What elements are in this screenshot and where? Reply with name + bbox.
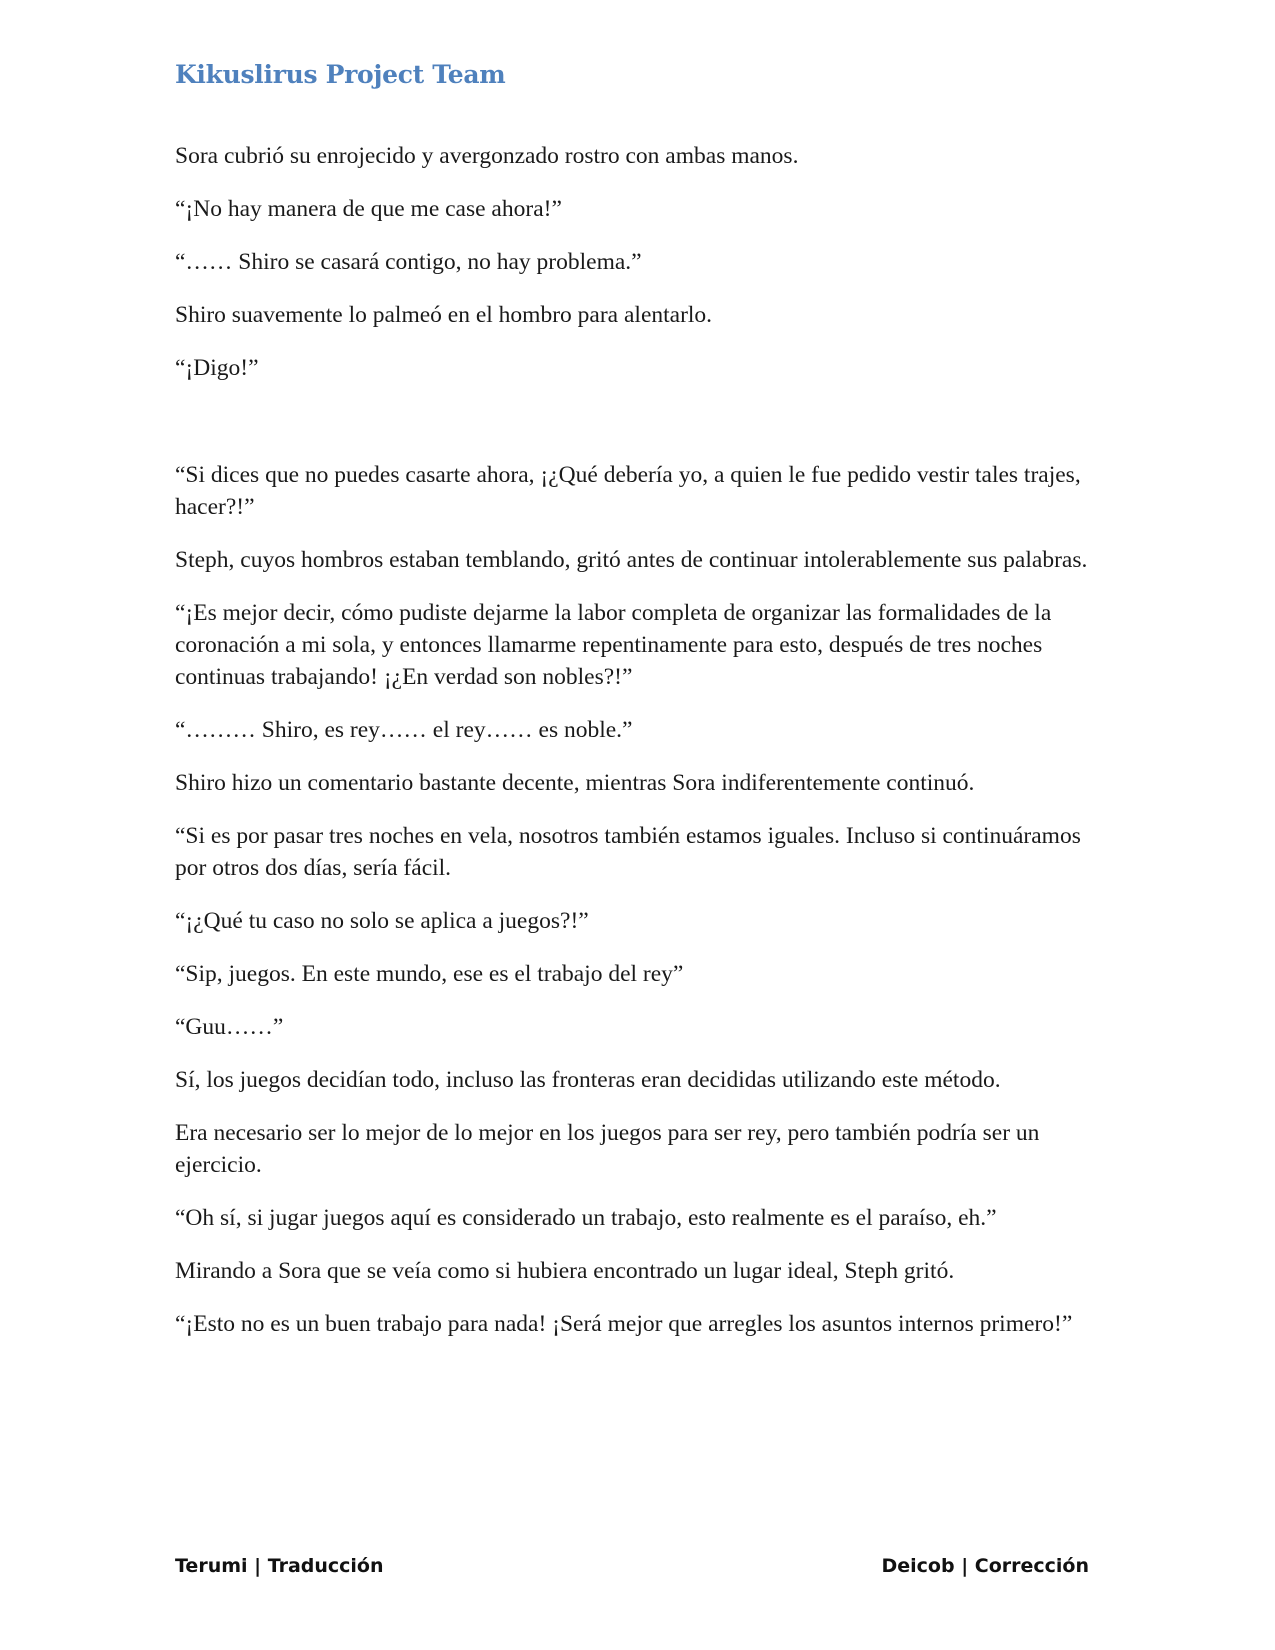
paragraph: Shiro suavemente lo palmeó en el hombro para alentarlo. [175,302,713,328]
paragraph: “Si es por pasar tres noches en vela, nosotros también estamos iguales. Incluso si continuáramos por otros dos días, sería fácil. [175,823,1081,881]
document-body [175,140,1095,1361]
paragraph: “…… Shiro se casará contigo, no hay problema.” [175,249,642,275]
paragraph: Mirando a Sora que se veía como si hubiera encontrado un lugar ideal, Steph gritó. [175,1258,955,1284]
paragraph: Sora cubrió su enrojecido y avergonzado rostro con ambas manos. [175,143,799,169]
paragraph: “Si dices que no puedes casarte ahora, ¡¿Qué debería yo, a quien le fue pedido vestir tales trajes, hacer?!” [175,462,1081,520]
footer-translator-credit: Terumi | Traducción [175,1555,384,1577]
blank-gap [175,405,1095,459]
paragraph: “¡Es mejor decir, cómo pudiste dejarme la labor completa de organizar las formalidades de la coronación a mi sola, y entonces llamarme repentinamente para esto, después de tres noches continuas trabajando! ¡¿En verdad son nobles?!” [175,600,1052,690]
paragraph: “Sip, juegos. En este mundo, ese es el trabajo del rey” [175,961,684,987]
paragraph: Shiro hizo un comentario bastante decente, mientras Sora indiferentemente continuó. [175,770,975,796]
paragraph: Steph, cuyos hombros estaban temblando, gritó antes de continuar intolerablemente sus palabras. [175,547,1088,573]
page-header-title: Kikuslirus Project Team [175,60,506,89]
paragraph: “¡¿Qué tu caso no solo se aplica a juegos?!” [175,908,589,934]
paragraph: Sí, los juegos decidían todo, incluso las fronteras eran decididas utilizando este método. [175,1067,1001,1093]
footer-proofreader-credit: Deicob | Corrección [881,1555,1089,1577]
paragraph: “¡Esto no es un buen trabajo para nada! ¡Será mejor que arregles los asuntos internos primero!” [175,1311,1073,1337]
paragraph: Era necesario ser lo mejor de lo mejor en los juegos para ser rey, pero también podría ser un ejercicio. [175,1120,1040,1178]
paragraph: “Guu……” [175,1014,284,1040]
paragraph: “¡Digo!” [175,355,259,381]
paragraph: “Oh sí, si jugar juegos aquí es considerado un trabajo, esto realmente es el paraíso, eh.” [175,1205,997,1231]
paragraph: “¡No hay manera de que me case ahora!” [175,196,562,222]
paragraph: “……… Shiro, es rey…… el rey…… es noble.” [175,717,633,743]
